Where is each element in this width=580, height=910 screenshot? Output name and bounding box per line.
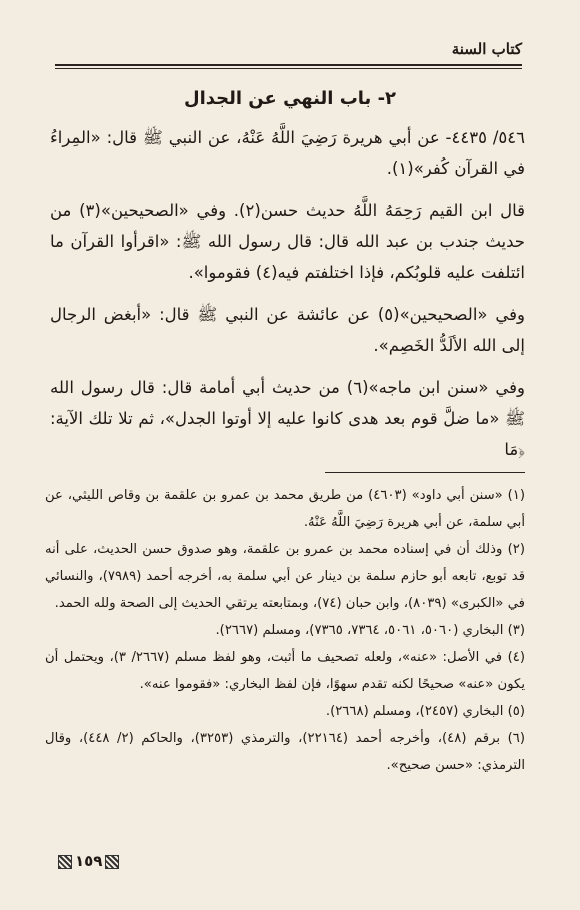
- ornament-icon: [58, 855, 72, 869]
- paragraph: ٥٤٦/ ٤٤٣٥- عن أبي هريرة رَضِيَ اللَّهُ عَنْهُ، عن النبي ﷺ قال: «المِراءُ في القرآن كُفر»(١).: [50, 128, 525, 178]
- page-number: [55, 852, 122, 870]
- paragraph: وفي «سنن ابن ماجه»(٦) من حديث أبي أمامة قال: قال رسول الله ﷺ «ما ضلَّ قوم بعد هدى كانوا عليه إلا أوتوا الجدل»، ثم تلا تلك الآية: ﴿مَا: [50, 378, 525, 459]
- footnote: (٦) برقم (٤٨)، وأخرجه أحمد (٢٢١٦٤)، والترمذي (٣٢٥٣)، والحاكم (٢/ ٤٤٨)، وقال الترمذي: «حسن صحيح».: [45, 731, 525, 773]
- footnote: (٥) البخاري (٢٤٥٧)، ومسلم (٢٦٦٨).: [325, 704, 525, 719]
- header-rule-thin: [55, 68, 522, 69]
- footnote: (٣) البخاري (٥٠٦٠، ٥٠٦١، ٧٣٦٤، ٧٣٦٥)، ومسلم (٢٦٦٧).: [215, 623, 525, 638]
- ornament-icon: [105, 855, 119, 869]
- footnote: (٢) وذلك أن في إسناده محمد بن عمرو بن علقمة، وهو صدوق حسن الحديث، على أنه قد توبع، تابعه أبو حازم سلمة بن دينار عن أبي سلمة به، أخرجه أحمد (٧٩٨٩)، والنسائي في «الكبرى» (٨٠٣٩)، وابن حبان (٧٤)، وبمتابعته يرتقي الحديث إلى الصحة ولله الحمد.: [45, 542, 525, 611]
- chapter-heading: ٢- باب النهي عن الجدال: [183, 88, 397, 109]
- running-head: كتاب السنة: [451, 40, 522, 58]
- header-rule: [55, 64, 522, 66]
- page-number-text: ١٥٩: [75, 852, 103, 870]
- footnote: (١) «سنن أبي داود» (٤٦٠٣) من طريق محمد بن عمرو بن علقمة بن وقاص الليثي، عن أبي سلمة، عن أبي هريرة رَضِيَ اللَّهُ عَنْهُ.: [45, 488, 525, 530]
- footnote: (٤) في الأصل: «عنه»، ولعله تصحيف ما أثبت، وهو لفظ مسلم (٢٦٦٧/ ٣)، ويحتمل أن يكون «عنه» صحيحًا لكنه تقدم سهوًا، فإن لفظ البخاري: «فقوموا عنه».: [45, 650, 525, 692]
- paragraph: وفي «الصحيحين»(٥) عن عائشة عن النبي ﷺ قال: «أبغض الرجال إلى الله الألَدُّ الخَصِم».: [50, 305, 525, 355]
- footnotes: [45, 482, 525, 779]
- footnote-separator: [325, 472, 525, 473]
- paragraph: قال ابن القيم رَحِمَهُ اللَّهُ حديث حسن(٢). وفي «الصحيحين»(٣) من حديث جندب بن عبد الله قال: قال رسول الله ﷺ: «اقرأوا القرآن ما ائتلفت عليه قلوبُكم، فإذا اختلفتم فيه(٤) فقوموا».: [50, 201, 525, 282]
- main-text: [50, 122, 525, 476]
